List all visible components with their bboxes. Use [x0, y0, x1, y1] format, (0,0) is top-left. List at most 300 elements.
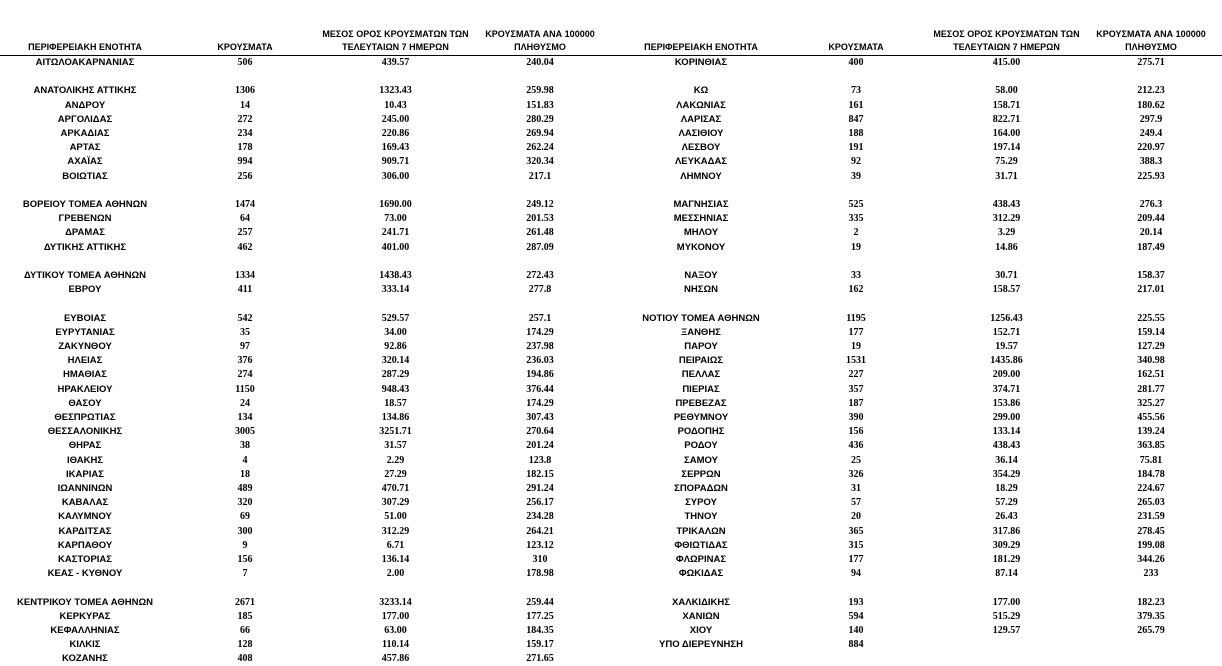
table-row [611, 425, 1222, 439]
avg7-cell: 307.29 [381, 497, 410, 509]
region-cell: ΙΩΑΝΝΙΝΩΝ [57, 483, 113, 494]
cases-cell: 411 [237, 284, 253, 296]
table-row [0, 496, 611, 510]
per100k-cell: 20.14 [1139, 227, 1163, 239]
avg7-cell: 2.29 [386, 454, 405, 466]
avg7-cell: 1256.43 [990, 312, 1023, 324]
avg7-cell: 27.29 [384, 468, 407, 480]
avg7-cell: 110.14 [382, 639, 409, 651]
region-cell: ΜΥΚΟΝΟΥ [676, 241, 726, 253]
table-row [0, 567, 611, 581]
avg7-cell: 3233.14 [379, 596, 412, 608]
cases-cell: 7 [242, 568, 248, 580]
cases-cell: 162 [848, 284, 864, 296]
region-cell: ΑΧΑΪΑΣ [67, 156, 103, 168]
per100k-cell: 159.17 [526, 639, 554, 651]
cases-cell: 525 [848, 199, 864, 210]
per100k-cell: 297.9 [1139, 113, 1163, 125]
cases-cell: 18 [240, 468, 250, 480]
table-row [611, 496, 1222, 510]
table-row [611, 638, 1222, 652]
cases-cell: 300 [237, 525, 253, 537]
region-cell: ΣΕΡΡΩΝ [681, 468, 721, 480]
per100k-cell: 307.43 [526, 412, 554, 423]
region-cell: ΤΗΝΟΥ [684, 511, 718, 523]
table-row [611, 312, 1222, 326]
table-row [0, 269, 611, 283]
region-cell: ΤΡΙΚΑΛΩΝ [676, 525, 726, 537]
header-region: ΠΕΡΙΦΕΡΕΙΑΚΗ ΕΝΟΤΗΤΑ [28, 42, 142, 52]
per100k-cell: 265.03 [1137, 497, 1165, 509]
cases-cell: 506 [237, 57, 253, 68]
per100k-cell: 231.59 [1137, 511, 1165, 523]
avg7-cell: 181.29 [992, 554, 1021, 565]
region-cell: ΚΕΡΚΥΡΑΣ [59, 610, 111, 622]
cases-cell: 594 [848, 610, 864, 622]
cases-cell: 19 [851, 341, 861, 352]
per100k-cell: 259.44 [526, 596, 554, 608]
cases-cell: 9 [242, 539, 248, 551]
table-row [611, 454, 1222, 468]
region-cell: ΝΟΤΙΟΥ ΤΟΜΕΑ ΑΘΗΝΩΝ [642, 312, 760, 324]
per100k-cell: 281.77 [1137, 383, 1165, 395]
per100k-cell: 184.35 [526, 625, 554, 636]
cases-cell: 161 [848, 99, 864, 111]
cases-cell: 33 [851, 270, 861, 281]
avg7-cell: 312.29 [381, 525, 410, 537]
avg7-cell: 438.43 [992, 440, 1021, 452]
per100k-cell: 344.26 [1137, 554, 1165, 565]
cases-cell: 31 [851, 483, 861, 494]
avg7-cell: 1435.86 [990, 355, 1023, 367]
cases-cell: 185 [237, 610, 253, 622]
region-cell: ΗΜΑΘΙΑΣ [63, 369, 107, 381]
per100k-cell: 287.09 [526, 241, 554, 253]
per100k-cell: 187.49 [1137, 241, 1165, 253]
cases-cell: 489 [237, 483, 253, 494]
region-cell: ΝΗΣΩΝ [684, 284, 718, 296]
per100k-cell: 217.1 [528, 170, 552, 182]
region-cell: ΡΕΘΥΜΝΟΥ [673, 412, 729, 423]
table-header [611, 26, 1222, 56]
avg7-cell: 909.71 [381, 156, 410, 168]
region-cell: ΔΡΑΜΑΣ [65, 227, 105, 239]
cases-cell: 97 [240, 341, 250, 352]
header-avg7: ΜΕΣΟΣ ΟΡΟΣ ΚΡΟΥΣΜΑΤΩΝ ΤΩΝ ΤΕΛΕΥΤΑΙΩΝ 7 ΗΜΕΡΩΝ [322, 29, 469, 52]
region-cell: ΧΑΛΚΙΔΙΚΗΣ [672, 596, 730, 608]
table-row [0, 610, 611, 624]
avg7-cell: 134.86 [381, 412, 410, 423]
cases-cell: 178 [237, 142, 253, 154]
region-cell: ΜΑΓΝΗΣΙΑΣ [673, 199, 729, 210]
cases-cell: 3005 [235, 426, 255, 438]
per100k-cell: 249.12 [526, 199, 554, 210]
table-row [611, 383, 1222, 397]
table-row [611, 269, 1222, 283]
per100k-cell: 184.78 [1137, 468, 1165, 480]
table-row [0, 383, 611, 397]
avg7-cell: 401.00 [381, 241, 410, 253]
region-cell: ΠΕΙΡΑΙΩΣ [678, 355, 724, 367]
table-row [611, 368, 1222, 382]
avg7-cell: 197.14 [992, 142, 1021, 154]
cases-cell: 335 [848, 213, 864, 225]
avg7-cell: 153.86 [992, 397, 1021, 409]
avg7-cell: 822.71 [992, 113, 1021, 125]
avg7-cell: 177.00 [381, 610, 410, 622]
region-cell: ΕΒΡΟΥ [68, 284, 102, 296]
per100k-cell: 127.29 [1137, 341, 1165, 352]
avg7-cell: 26.43 [995, 511, 1018, 523]
header-per100k: ΚΡΟΥΣΜΑΤΑ ΑΝΑ 100000 ΠΛΗΘΥΣΜΟ [485, 29, 595, 52]
table-row [611, 610, 1222, 624]
header-cases: ΚΡΟΥΣΜΑΤΑ [828, 42, 884, 52]
region-cell: ΑΝΔΡΟΥ [64, 99, 106, 111]
region-cell: ΣΑΜΟΥ [684, 454, 718, 466]
per100k-cell: 123.8 [528, 454, 552, 466]
avg7-cell: 439.57 [381, 57, 410, 68]
cases-cell: 994 [237, 156, 253, 168]
table-row [0, 198, 611, 212]
table-row [0, 241, 611, 255]
table-row [0, 340, 611, 354]
cases-cell: 315 [848, 539, 864, 551]
avg7-cell: 470.71 [381, 483, 410, 494]
region-cell: ΑΡΓΟΛΙΔΑΣ [57, 113, 113, 125]
region-cell: ΕΥΒΟΙΑΣ [63, 312, 107, 324]
per100k-cell: 265.79 [1137, 625, 1165, 636]
avg7-cell: 73.00 [384, 213, 407, 225]
region-cell: ΓΡΕΒΕΝΩΝ [58, 213, 112, 225]
per100k-cell: 162.51 [1137, 369, 1165, 381]
table-row [0, 553, 611, 567]
region-cell: ΞΑΝΘΗΣ [681, 326, 721, 338]
per100k-cell: 291.24 [526, 483, 554, 494]
table-row [0, 326, 611, 340]
avg7-cell: 6.71 [386, 539, 405, 551]
region-cell: ΕΥΡΥΤΑΝΙΑΣ [55, 326, 115, 338]
cases-cell: 272 [237, 113, 253, 125]
region-cell: ΦΘΙΩΤΙΔΑΣ [674, 539, 728, 551]
region-cell: ΛΕΣΒΟΥ [681, 142, 721, 154]
table-row [611, 212, 1222, 226]
avg7-cell: 51.00 [384, 511, 407, 523]
per100k-cell: 388.3 [1139, 156, 1163, 168]
cases-cell: 187 [848, 397, 864, 409]
per100k-cell: 276.3 [1139, 199, 1163, 210]
table-row [611, 624, 1222, 638]
avg7-cell: 309.29 [992, 539, 1021, 551]
avg7-cell: 245.00 [381, 113, 410, 125]
avg7-cell: 241.71 [381, 227, 410, 239]
avg7-cell: 299.00 [992, 412, 1021, 423]
per100k-cell: 220.97 [1137, 142, 1165, 154]
table-row [611, 226, 1222, 240]
table-row [0, 596, 611, 610]
per100k-cell: 455.56 [1137, 412, 1165, 423]
avg7-cell: 36.14 [995, 454, 1018, 466]
region-cell: ΠΙΕΡΙΑΣ [682, 383, 720, 395]
table-row [0, 283, 611, 297]
avg7-cell: 152.71 [992, 326, 1021, 338]
per100k-cell: 159.14 [1137, 326, 1165, 338]
table-row [611, 113, 1222, 127]
table-row [611, 141, 1222, 155]
table-row [0, 368, 611, 382]
avg7-cell: 3251.71 [379, 426, 412, 438]
cases-cell: 19 [851, 241, 861, 253]
cases-cell: 92 [851, 156, 861, 168]
table-row [611, 397, 1222, 411]
avg7-cell: 948.43 [381, 383, 410, 395]
per100k-cell: 249.4 [1139, 128, 1163, 139]
region-cell: ΡΟΔΟΥ [684, 440, 718, 452]
region-cell: ΘΕΣΣΑΛΟΝΙΚΗΣ [47, 426, 123, 438]
avg7-cell: 10.43 [384, 99, 407, 111]
cases-cell: 884 [848, 639, 864, 651]
region-cell: ΚΩ [693, 85, 709, 97]
cases-cell: 177 [848, 326, 864, 338]
table-row [0, 226, 611, 240]
cases-cell: 193 [848, 596, 864, 608]
table-row [611, 283, 1222, 297]
cases-cell: 140 [848, 625, 864, 636]
avg7-cell: 177.00 [992, 596, 1021, 608]
region-cell: ΙΘΑΚΗΣ [66, 454, 104, 466]
avg7-cell: 18.29 [995, 483, 1018, 494]
table-row [611, 539, 1222, 553]
per100k-cell: 225.55 [1137, 312, 1165, 324]
region-cell: ΚΑΡΔΙΤΣΑΣ [58, 525, 112, 537]
region-cell: ΚΑΛΥΜΝΟΥ [58, 511, 112, 523]
per100k-cell: 201.24 [526, 440, 554, 452]
table-row [611, 411, 1222, 425]
region-cell: ΡΟΔΟΠΗΣ [677, 426, 725, 438]
per100k-cell: 240.04 [526, 57, 554, 68]
avg7-cell: 515.29 [992, 610, 1021, 622]
per100k-cell: 275.71 [1137, 57, 1165, 68]
per100k-cell: 237.98 [526, 341, 554, 352]
cases-cell: 39 [851, 170, 861, 182]
per100k-cell: 180.62 [1137, 99, 1165, 111]
cases-cell: 177 [848, 554, 864, 565]
table-row [0, 155, 611, 169]
cases-cell: 1195 [846, 312, 866, 324]
cases-cell: 1306 [235, 85, 255, 97]
region-cell: ΝΑΞΟΥ [684, 270, 718, 281]
avg7-cell: 374.71 [992, 383, 1021, 395]
cases-cell: 256 [237, 170, 253, 182]
header-avg7: ΜΕΣΟΣ ΟΡΟΣ ΚΡΟΥΣΜΑΤΩΝ ΤΩΝ ΤΕΛΕΥΤΑΙΩΝ 7 ΗΜΕΡΩΝ [933, 29, 1080, 52]
avg7-cell: 30.71 [995, 270, 1018, 281]
avg7-cell: 354.29 [992, 468, 1021, 480]
per100k-cell: 269.94 [526, 128, 554, 139]
region-cell: ΑΝΑΤΟΛΙΚΗΣ ΑΤΤΙΚΗΣ [33, 85, 137, 97]
table-row [611, 99, 1222, 113]
avg7-cell: 320.14 [381, 355, 410, 367]
per100k-cell: 224.67 [1137, 483, 1165, 494]
header-region: ΠΕΡΙΦΕΡΕΙΑΚΗ ΕΝΟΤΗΤΑ [644, 42, 758, 52]
region-cell: ΜΗΛΟΥ [683, 227, 719, 239]
table-row [611, 127, 1222, 141]
table-row [0, 170, 611, 184]
table-row [611, 340, 1222, 354]
region-cell: ΚΕΑΣ - ΚΥΘΝΟΥ [47, 568, 123, 580]
per100k-cell: 376.44 [526, 383, 554, 395]
per100k-cell: 177.25 [526, 610, 554, 622]
per100k-cell: 271.65 [526, 653, 554, 665]
avg7-cell: 3.29 [997, 227, 1016, 239]
table-row [611, 56, 1222, 70]
table-row [0, 624, 611, 638]
table-row [0, 84, 611, 98]
table-row [0, 312, 611, 326]
cases-cell: 66 [240, 625, 250, 636]
region-cell: ΥΠΟ ΔΙΕΡΕΥΝΗΣΗ [659, 639, 743, 651]
avg7-cell: 438.43 [992, 199, 1021, 210]
region-cell: ΛΗΜΝΟΥ [680, 170, 722, 182]
avg7-cell: 92.86 [384, 341, 407, 352]
cases-cell: 20 [851, 511, 861, 523]
region-cell: ΛΑΡΙΣΑΣ [680, 113, 722, 125]
table-row [611, 439, 1222, 453]
per100k-cell: 182.23 [1137, 596, 1165, 608]
per100k-cell: 280.29 [526, 113, 554, 125]
table-row [611, 198, 1222, 212]
region-cell: ΚΑΡΠΑΘΟΥ [57, 539, 113, 551]
cases-cell: 128 [237, 639, 253, 651]
avg7-cell: 529.57 [381, 312, 410, 324]
avg7-cell: 31.71 [995, 170, 1018, 182]
table-row [611, 170, 1222, 184]
per100k-cell: 217.01 [1137, 284, 1165, 296]
cases-cell: 94 [851, 568, 861, 580]
region-cell: ΣΠΟΡΑΔΩΝ [674, 483, 728, 494]
region-cell: ΚΟΡΙΝΘΙΑΣ [674, 57, 728, 68]
region-cell: ΧΙΟΥ [689, 625, 713, 636]
avg7-cell: 158.71 [992, 99, 1021, 111]
avg7-cell: 317.86 [992, 525, 1021, 537]
cases-cell: 1474 [235, 199, 255, 210]
region-cell: ΠΡΕΒΕΖΑΣ [675, 397, 727, 409]
header-cases: ΚΡΟΥΣΜΑΤΑ [217, 42, 273, 52]
avg7-cell: 58.00 [995, 85, 1018, 97]
per100k-cell: 233 [1143, 568, 1159, 580]
per100k-cell: 75.81 [1139, 454, 1163, 466]
table-row [611, 354, 1222, 368]
table-row [611, 326, 1222, 340]
cases-cell: 156 [848, 426, 864, 438]
region-cell: ΦΛΩΡΙΝΑΣ [675, 554, 727, 565]
region-cell: ΒΟΡΕΙΟΥ ΤΟΜΕΑ ΑΘΗΝΩΝ [22, 199, 148, 210]
table-row [0, 397, 611, 411]
table-row [0, 510, 611, 524]
per100k-cell: 174.29 [526, 397, 554, 409]
cases-cell: 400 [848, 57, 864, 68]
region-cell: ΠΕΛΛΑΣ [681, 369, 721, 381]
region-cell: ΚΟΖΑΝΗΣ [62, 653, 108, 665]
cases-cell: 188 [848, 128, 864, 139]
cases-cell: 4 [242, 454, 248, 466]
table-row [611, 510, 1222, 524]
region-cell: ΜΕΣΣΗΝΙΑΣ [673, 213, 729, 225]
per100k-cell: 178.98 [526, 568, 554, 580]
per100k-cell: 257.1 [528, 312, 552, 324]
per100k-cell: 310 [532, 554, 548, 565]
cases-cell: 191 [848, 142, 864, 154]
table-row [0, 468, 611, 482]
avg7-cell: 209.00 [992, 369, 1021, 381]
avg7-cell: 129.57 [992, 625, 1021, 636]
avg7-cell: 1690.00 [379, 199, 412, 210]
region-cell: ΛΑΣΙΘΙΟΥ [678, 128, 724, 139]
cases-cell: 365 [848, 525, 864, 537]
region-cell: ΑΡΤΑΣ [69, 142, 101, 154]
cases-cell: 274 [237, 369, 253, 381]
per100k-cell: 264.21 [526, 525, 554, 537]
per100k-cell: 174.29 [526, 326, 554, 338]
table-row [0, 127, 611, 141]
cases-cell: 69 [240, 511, 250, 523]
table-row [0, 354, 611, 368]
table-row [0, 99, 611, 113]
avg7-cell: 2.00 [386, 568, 405, 580]
table-row [611, 553, 1222, 567]
per100k-cell: 236.03 [526, 355, 554, 367]
cases-cell: 57 [851, 497, 861, 509]
region-cell: ΚΑΒΑΛΑΣ [61, 497, 109, 509]
cases-cell: 1531 [846, 355, 866, 367]
table-header [0, 26, 611, 56]
per100k-cell: 363.85 [1137, 440, 1165, 452]
region-cell: ΗΡΑΚΛΕΙΟΥ [57, 383, 113, 395]
avg7-cell: 312.29 [992, 213, 1021, 225]
cases-cell: 14 [240, 99, 250, 111]
per100k-cell: 272.43 [526, 270, 554, 281]
region-cell: ΔΥΤΙΚΗΣ ΑΤΤΙΚΗΣ [43, 241, 127, 253]
cases-cell: 462 [237, 241, 253, 253]
avg7-cell: 14.86 [995, 241, 1018, 253]
cases-cell: 1334 [235, 270, 255, 281]
avg7-cell: 158.57 [992, 284, 1021, 296]
region-cell: ΚΕΦΑΛΛΗΝΙΑΣ [50, 625, 120, 636]
avg7-cell: 19.57 [995, 341, 1018, 352]
cases-cell: 542 [237, 312, 253, 324]
avg7-cell: 18.57 [384, 397, 407, 409]
cases-cell: 24 [240, 397, 250, 409]
region-cell: ΒΟΙΩΤΙΑΣ [62, 170, 108, 182]
table-row [0, 638, 611, 652]
avg7-cell: 415.00 [992, 57, 1021, 68]
per100k-cell: 340.98 [1137, 355, 1165, 367]
per100k-cell: 209.44 [1137, 213, 1165, 225]
avg7-cell: 220.86 [381, 128, 410, 139]
table-row [0, 482, 611, 496]
cases-cell: 227 [848, 369, 864, 381]
per100k-cell: 234.28 [526, 511, 554, 523]
per100k-cell: 201.53 [526, 213, 554, 225]
per100k-cell: 278.45 [1137, 525, 1165, 537]
table-row [0, 411, 611, 425]
cases-cell: 436 [848, 440, 864, 452]
cases-cell: 257 [237, 227, 253, 239]
region-cell: ΚΙΛΚΙΣ [69, 639, 101, 651]
per100k-cell: 379.35 [1137, 610, 1165, 622]
cases-cell: 357 [848, 383, 864, 395]
cases-cell: 326 [848, 468, 864, 480]
avg7-cell: 133.14 [992, 426, 1021, 438]
table-row [0, 141, 611, 155]
